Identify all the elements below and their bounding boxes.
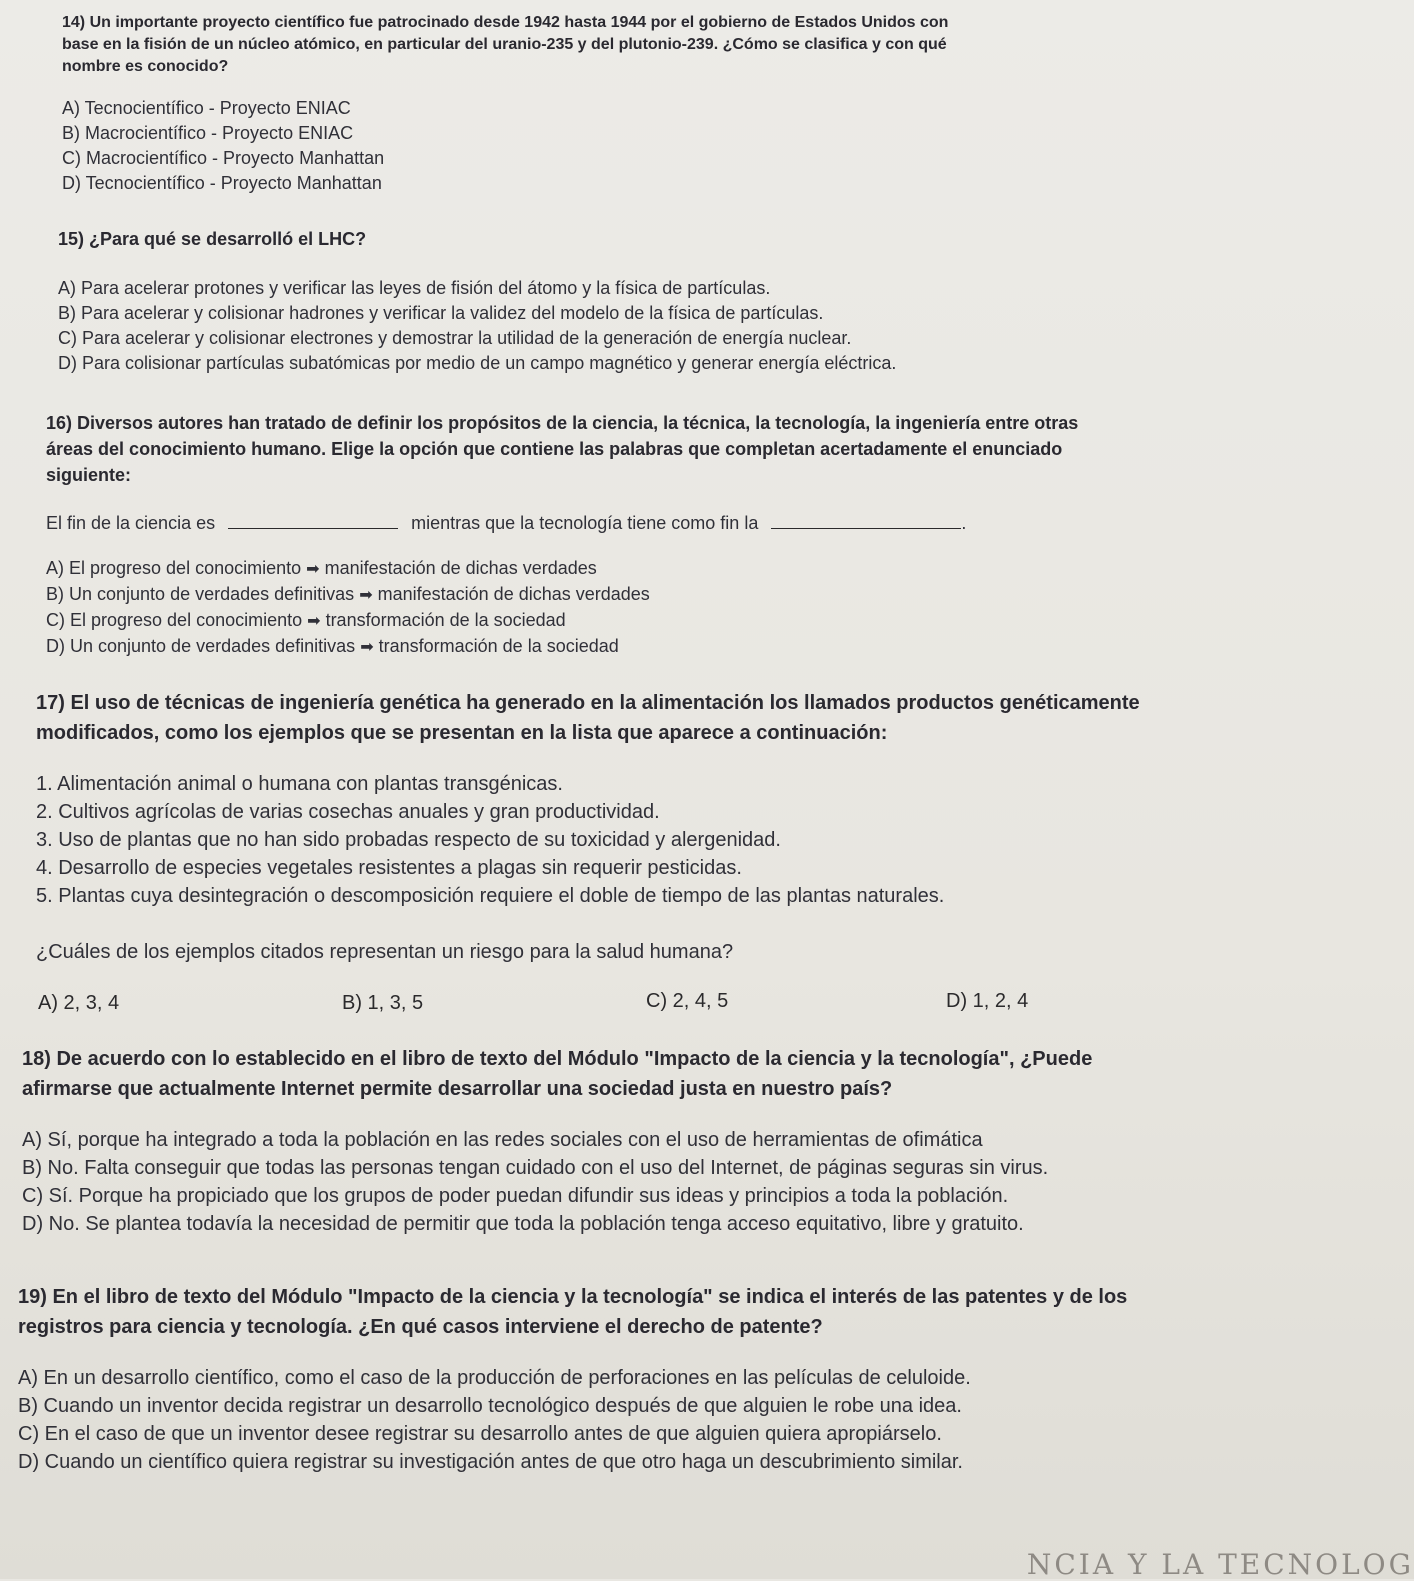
arrow-right-icon: ➡ xyxy=(307,613,321,630)
question-17-option-a[interactable]: A) 2, 3, 4 xyxy=(38,992,120,1014)
question-19-option-b[interactable]: B) Cuando un inventor decida registrar un desarrollo tecnológico después de que alguien le robe una idea. xyxy=(18,1395,962,1417)
question-18-option-a[interactable]: A) Sí, porque ha integrado a toda la población en las redes sociales con el uso de herramientas de ofimática xyxy=(22,1129,983,1151)
question-18-stem-line1: 18) De acuerdo con lo establecido en el libro de texto del Módulo "Impacto de la ciencia y la tecnología", ¿Puede xyxy=(22,1048,1093,1070)
question-14 xyxy=(62,12,1362,196)
question-16 xyxy=(46,410,1386,660)
question-16-stem-line2: áreas del conocimiento humano. Elige la opción que contiene las palabras que completan acertadamente el enunciado xyxy=(46,439,1063,459)
question-16-stem-line3: siguiente: xyxy=(46,465,132,485)
question-17-option-d[interactable]: D) 1, 2, 4 xyxy=(946,990,1029,1012)
list-item: 2. Cultivos agrícolas de varias cosechas anuales y gran productividad. xyxy=(36,801,660,823)
question-14-number: 14) xyxy=(62,14,86,31)
arrow-right-icon: ➡ xyxy=(306,561,320,578)
question-17 xyxy=(36,688,1386,1022)
question-16-stem-line1: 16) Diversos autores han tratado de definir los propósitos de la ciencia, la técnica, la tecnología, la ingeniería entre otras xyxy=(46,413,1079,433)
question-18-stem-line2: afirmarse que actualmente Internet permite desarrollar una sociedad justa en nuestro país? xyxy=(22,1078,893,1100)
blank-2[interactable] xyxy=(771,510,961,529)
question-16-sentence: El fin de la ciencia es mientras que la tecnología tiene como fin la . xyxy=(46,510,1386,536)
question-14-option-c[interactable]: C) Macrocientífico - Proyecto Manhattan xyxy=(62,148,385,168)
question-15-option-d[interactable]: D) Para colisionar partículas subatómicas por medio de un campo magnético y generar energía eléctrica. xyxy=(58,353,897,373)
question-17-question: ¿Cuáles de los ejemplos citados representan un riesgo para la salud humana? xyxy=(36,941,734,963)
question-15-stem: 15) ¿Para qué se desarrolló el LHC? xyxy=(58,229,367,249)
question-19-option-c[interactable]: C) En el caso de que un inventor desee registrar su desarrollo antes de que alguien quiera apropiárselo. xyxy=(18,1423,942,1445)
arrow-right-icon: ➡ xyxy=(359,587,373,604)
question-19-option-a[interactable]: A) En un desarrollo científico, como el caso de la producción de perforaciones en las películas de celuloide. xyxy=(18,1367,971,1389)
question-15-option-a[interactable]: A) Para acelerar protones y verificar las leyes de fisión del átomo y la física de partículas. xyxy=(58,278,771,298)
question-16-option-b[interactable]: B) Un conjunto de verdades definitivas ➡ manifestación de dichas verdades xyxy=(46,584,650,604)
blank-1[interactable] xyxy=(228,510,398,529)
question-18 xyxy=(22,1044,1392,1238)
question-16-option-a[interactable]: A) El progreso del conocimiento ➡ manifestación de dichas verdades xyxy=(46,558,597,578)
question-14-stem-line2: base en la fisión de un núcleo atómico, en particular del uranio-235 y del plutonio-239. ¿Cómo se clasifica y con qué xyxy=(62,36,947,53)
question-19-stem-line2: registros para ciencia y tecnología. ¿En qué casos interviene el derecho de patente? xyxy=(18,1316,823,1338)
question-14-option-a[interactable]: A) Tecnocientífico - Proyecto ENIAC xyxy=(62,98,351,118)
question-15-option-b[interactable]: B) Para acelerar y colisionar hadrones y verificar la validez del modelo de la física de partículas. xyxy=(58,303,824,323)
list-item: 1. Alimentación animal o humana con plantas transgénicas. xyxy=(36,773,563,795)
question-14-option-d[interactable]: D) Tecnocientífico - Proyecto Manhattan xyxy=(62,173,382,193)
question-18-option-d[interactable]: D) No. Se plantea todavía la necesidad de permitir que toda la población tenga acceso equitativo, libre y gratuito. xyxy=(22,1213,1024,1235)
question-15 xyxy=(58,226,1378,376)
question-18-option-b[interactable]: B) No. Falta conseguir que todas las personas tengan cuidado con el uso del Internet, de páginas seguras sin virus. xyxy=(22,1157,1049,1179)
list-item: 5. Plantas cuya desintegración o descomposición requiere el doble de tiempo de las plantas naturales. xyxy=(36,885,945,907)
question-15-option-c[interactable]: C) Para acelerar y colisionar electrones y demostrar la utilidad de la generación de energía nuclear. xyxy=(58,328,852,348)
question-17-option-b[interactable]: B) 1, 3, 5 xyxy=(342,992,424,1014)
question-17-stem-line2: modificados, como los ejemplos que se presentan en la lista que aparece a continuación: xyxy=(36,722,888,744)
question-19-option-d[interactable]: D) Cuando un científico quiera registrar su investigación antes de que otro haga un descubrimiento similar. xyxy=(18,1451,963,1473)
question-17-stem-line1: 17) El uso de técnicas de ingeniería genética ha generado en la alimentación los llamados productos genéticamente xyxy=(36,692,1140,714)
question-14-stem-line1: 14) Un importante proyecto científico fue patrocinado desde 1942 hasta 1944 por el gobierno de Estados Unidos con xyxy=(62,14,949,31)
question-17-option-c[interactable]: C) 2, 4, 5 xyxy=(646,990,729,1012)
footer-running-title: NCIA Y LA TECNOLOG xyxy=(1026,1548,1414,1581)
question-19 xyxy=(18,1282,1398,1476)
question-14-option-b[interactable]: B) Macrocientífico - Proyecto ENIAC xyxy=(62,123,354,143)
question-16-option-d[interactable]: D) Un conjunto de verdades definitivas ➡ transformación de la sociedad xyxy=(46,636,619,656)
question-19-stem-line1: 19) En el libro de texto del Módulo "Impacto de la ciencia y la tecnología" se indica el interés de las patentes y de los xyxy=(18,1286,1128,1308)
arrow-right-icon: ➡ xyxy=(360,639,374,656)
question-14-stem-line3: nombre es conocido? xyxy=(62,58,229,75)
list-item: 4. Desarrollo de especies vegetales resistentes a plagas sin requerir pesticidas. xyxy=(36,857,742,879)
question-16-option-c[interactable]: C) El progreso del conocimiento ➡ transformación de la sociedad xyxy=(46,610,566,630)
question-18-option-c[interactable]: C) Sí. Porque ha propiciado que los grupos de poder puedan difundir sus ideas y principios a toda la población. xyxy=(22,1185,1009,1207)
list-item: 3. Uso de plantas que no han sido probadas respecto de su toxicidad y alergenidad. xyxy=(36,829,781,851)
